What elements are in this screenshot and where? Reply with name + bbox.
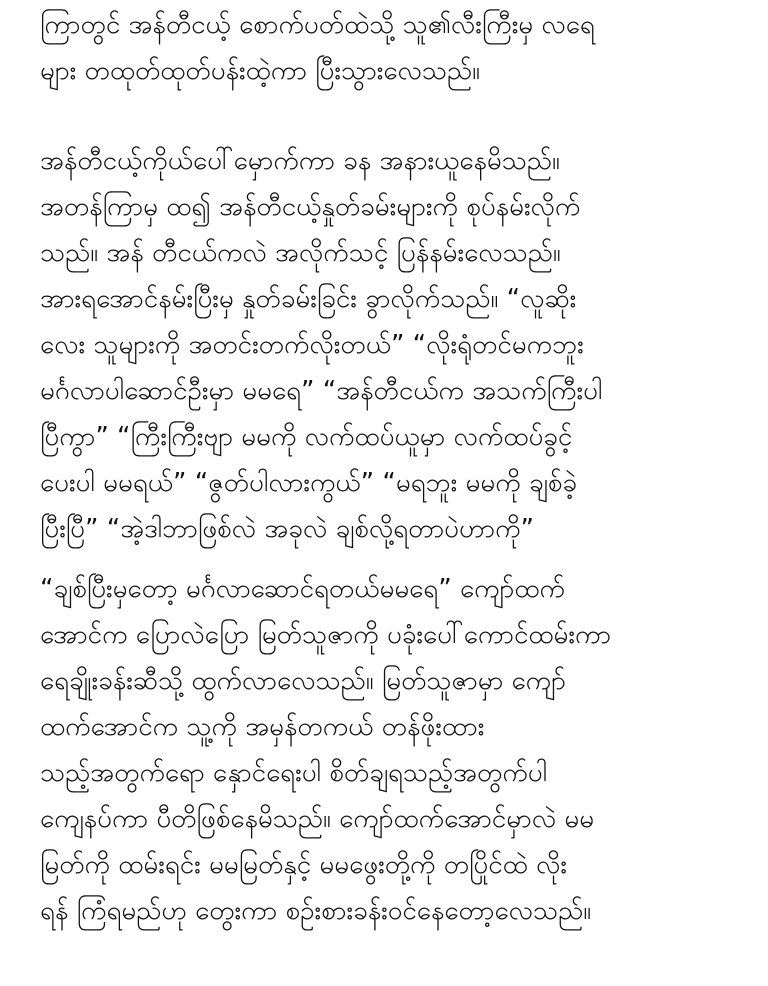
text-line: ရေချိုးခန်းဆီသို့ ထွက်လာလေသည်။ မြတ်သူဇာမှာ ကျော် bbox=[40, 666, 566, 696]
text-line: သည်။ အန် တီငယ်ကလဲ အလိုက်သင့် ပြန်နမ်းလေသည်။ bbox=[40, 238, 561, 268]
text-line: ကျေနပ်ကာ ပီတိဖြစ်နေမိသည်။ ကျော်ထက်အောင်မှာလဲ မမ bbox=[40, 804, 595, 834]
text-line: အန်တီငယ့်ကိုယ်ပေါ်မှောက်ကာ ခန အနားယူနေမိသည်။ bbox=[40, 146, 560, 176]
text-line: အောင်က ပြောလဲပြော မြတ်သူဇာကို ပခုံးပေါ်ကောင်ထမ်းကာ bbox=[40, 620, 612, 650]
text-line: ရန် ကြံရမည်ဟု တွေးကာ စဉ်းစားခန်းဝင်နေတော့လေသည်။ bbox=[40, 896, 592, 926]
text-line: ပေးပါ မမရယ်” “ဇွတ်ပါလားကွယ်” “မရဘူး မမကို ချစ်ခဲ့ bbox=[40, 468, 577, 498]
text-line: “ချစ်ပြီးမှတော့ မင်္ဂလာဆောင်ရတယ်မမရေ” ကျော်ထက် bbox=[40, 574, 565, 604]
text-line: လေး သူများကို အတင်းတက်လိုးတယ်” “လိုးရုံတင်မကဘူး bbox=[40, 330, 584, 360]
text-line: ပြီးပြီ” “အဲ့ဒါဘာဖြစ်လဲ အခုလဲ ချစ်လို့ရတာပဲဟာကို” bbox=[40, 514, 534, 544]
text-line: မင်္ဂလာပါဆောင်ဦးမှာ မမရေ” “အန်တီငယ်က အသက်ကြီးပါ bbox=[40, 376, 603, 406]
text-line: မြတ်ကို ထမ်းရင်း မမမြတ်နှင့် မမဖွေးတို့ကို တပြိုင်ထဲ လိုး bbox=[40, 850, 568, 880]
paragraph bbox=[40, 566, 740, 934]
text-line: အတန်ကြာမှ ထ၍ အန်တီငယ့်နှုတ်ခမ်းများကို စုပ်နမ်းလိုက် bbox=[40, 192, 581, 222]
text-line: ပြီကွာ” “ကြီးကြီးဗျာ မမကို လက်ထပ်ယူမှာ လက်ထပ်ခွင့် bbox=[40, 422, 573, 452]
text-line: ကြာတွင် အန်တီငယ့် စောက်ပတ်ထဲသို့ သူ၏လီးကြီးမှ လရေ bbox=[40, 10, 595, 40]
text-line: ထက်အောင်က သူ့ကို အမှန်တကယ် တန်ဖိုးထား bbox=[40, 712, 485, 742]
paragraph bbox=[40, 138, 740, 552]
text-line: သည့်အတွက်ရော နှောင်ရေးပါ စိတ်ချရသည့်အတွက်ပါ bbox=[40, 758, 548, 788]
text-line: များ တထုတ်ထုတ်ပန်းထဲ့ကာ ပြီးသွားလေသည်။ bbox=[40, 56, 481, 86]
text-line: အားရအောင်နမ်းပြီးမှ နှုတ်ခမ်းခြင်း ခွာလိုက်သည်။ “လူဆိုး bbox=[40, 284, 577, 314]
paragraph bbox=[40, 2, 740, 94]
